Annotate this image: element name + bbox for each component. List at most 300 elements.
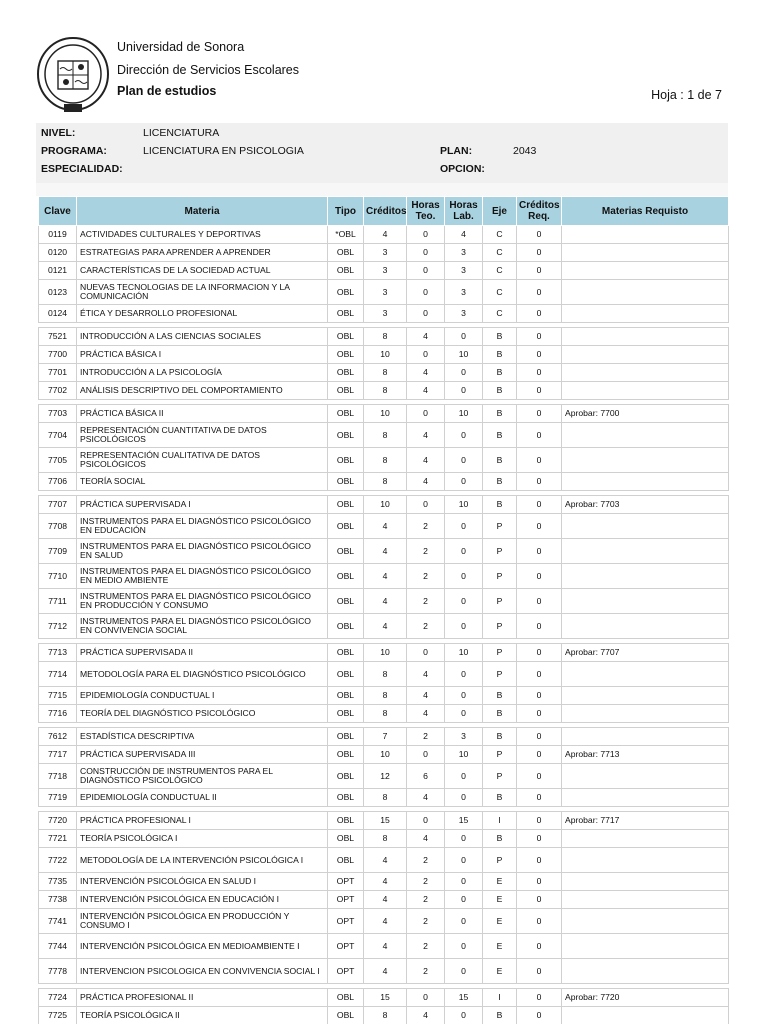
cell-tipo: OPT <box>328 909 364 934</box>
cell-materia: INSTRUMENTOS PARA EL DIAGNÓSTICO PSICOLÓGICO EN PRODUCCIÓN Y CONSUMO <box>77 589 328 614</box>
cell-horas-teo: 2 <box>407 514 445 539</box>
table-row <box>39 226 729 244</box>
table-row <box>39 496 729 514</box>
cell-materia: EPIDEMIOLOGÍA CONDUCTUAL II <box>77 789 328 807</box>
cell-eje: P <box>483 746 517 764</box>
cell-creditos-req: 0 <box>517 644 562 662</box>
cell-tipo: OBL <box>328 262 364 280</box>
cell-horas-teo: 0 <box>407 644 445 662</box>
cell-horas-lab: 3 <box>445 262 483 280</box>
cell-horas-lab: 0 <box>445 473 483 491</box>
cell-tipo: OBL <box>328 514 364 539</box>
cell-creditos-req: 0 <box>517 1007 562 1024</box>
cell-requisito <box>562 764 729 789</box>
cell-requisito <box>562 328 729 346</box>
cell-materia: METODOLOGÍA DE LA INTERVENCIÓN PSICOLÓGICA I <box>77 848 328 873</box>
cell-horas-teo: 0 <box>407 746 445 764</box>
cell-materia: PRÁCTICA SUPERVISADA II <box>77 644 328 662</box>
cell-horas-lab: 15 <box>445 812 483 830</box>
cell-tipo: OBL <box>328 539 364 564</box>
cell-requisito <box>562 789 729 807</box>
cell-tipo: OPT <box>328 934 364 959</box>
cell-eje: B <box>483 328 517 346</box>
cell-eje: P <box>483 614 517 639</box>
cell-eje: B <box>483 473 517 491</box>
cell-tipo: OBL <box>328 328 364 346</box>
cell-tipo: OBL <box>328 448 364 473</box>
opcion-label: OPCION: <box>440 163 485 175</box>
cell-requisito <box>562 473 729 491</box>
cell-materia: METODOLOGÍA PARA EL DIAGNÓSTICO PSICOLÓGICO <box>77 662 328 687</box>
cell-tipo: OBL <box>328 473 364 491</box>
table-row <box>39 448 729 473</box>
cell-horas-lab: 0 <box>445 705 483 723</box>
programa-label: PROGRAMA: <box>41 145 107 157</box>
cell-clave: 0121 <box>39 262 77 280</box>
cell-creditos: 4 <box>364 959 407 984</box>
cell-clave: 7716 <box>39 705 77 723</box>
cell-clave: 7710 <box>39 564 77 589</box>
cell-tipo: OBL <box>328 1007 364 1024</box>
cell-creditos: 8 <box>364 687 407 705</box>
cell-horas-lab: 0 <box>445 423 483 448</box>
page-indicator: Hoja : 1 de 7 <box>651 88 722 102</box>
cell-tipo: OBL <box>328 589 364 614</box>
cell-creditos: 10 <box>364 405 407 423</box>
col-header-creditos: Créditos <box>364 197 407 226</box>
page-header <box>36 36 736 116</box>
cell-materia: INSTRUMENTOS PARA EL DIAGNÓSTICO PSICOLÓGICO EN MEDIO AMBIENTE <box>77 564 328 589</box>
cell-tipo: OBL <box>328 789 364 807</box>
col-header-materia: Materia <box>77 197 328 226</box>
cell-requisito <box>562 346 729 364</box>
cell-horas-teo: 4 <box>407 789 445 807</box>
cell-clave: 7714 <box>39 662 77 687</box>
cell-clave: 7722 <box>39 848 77 873</box>
table-row <box>39 382 729 400</box>
table-row <box>39 346 729 364</box>
cell-eje: I <box>483 989 517 1007</box>
cell-tipo: OBL <box>328 382 364 400</box>
table-row <box>39 746 729 764</box>
cell-requisito <box>562 891 729 909</box>
cell-eje: B <box>483 789 517 807</box>
cell-horas-lab: 3 <box>445 728 483 746</box>
cell-requisito <box>562 848 729 873</box>
cell-materia: ÉTICA Y DESARROLLO PROFESIONAL <box>77 305 328 323</box>
cell-creditos-req: 0 <box>517 589 562 614</box>
cell-materia: PRÁCTICA SUPERVISADA III <box>77 746 328 764</box>
cell-creditos: 4 <box>364 226 407 244</box>
cell-eje: C <box>483 305 517 323</box>
university-seal-icon <box>36 36 110 116</box>
cell-materia: INTERVENCIÓN PSICOLÓGICA EN SALUD I <box>77 873 328 891</box>
cell-clave: 7700 <box>39 346 77 364</box>
cell-eje: B <box>483 364 517 382</box>
cell-horas-teo: 4 <box>407 448 445 473</box>
cell-creditos: 4 <box>364 564 407 589</box>
cell-creditos-req: 0 <box>517 423 562 448</box>
cell-horas-lab: 10 <box>445 644 483 662</box>
cell-horas-teo: 2 <box>407 564 445 589</box>
cell-clave: 0119 <box>39 226 77 244</box>
cell-creditos-req: 0 <box>517 934 562 959</box>
cell-creditos-req: 0 <box>517 687 562 705</box>
cell-creditos-req: 0 <box>517 812 562 830</box>
cell-materia: INTERVENCIÓN PSICOLÓGICA EN MEDIOAMBIENTE I <box>77 934 328 959</box>
cell-materia: TEORÍA PSICOLÓGICA I <box>77 830 328 848</box>
cell-tipo: OBL <box>328 280 364 305</box>
cell-horas-teo: 2 <box>407 589 445 614</box>
cell-clave: 7715 <box>39 687 77 705</box>
cell-requisito <box>562 934 729 959</box>
cell-creditos-req: 0 <box>517 280 562 305</box>
cell-creditos-req: 0 <box>517 539 562 564</box>
cell-horas-lab: 3 <box>445 305 483 323</box>
cell-creditos: 10 <box>364 496 407 514</box>
cell-horas-lab: 0 <box>445 848 483 873</box>
cell-tipo: OBL <box>328 662 364 687</box>
col-header-horas-lab: Horas Lab. <box>445 197 483 226</box>
cell-creditos: 4 <box>364 873 407 891</box>
cell-clave: 7711 <box>39 589 77 614</box>
cell-clave: 7706 <box>39 473 77 491</box>
nivel-label: NIVEL: <box>41 127 76 139</box>
cell-materia: PRÁCTICA PROFESIONAL II <box>77 989 328 1007</box>
cell-eje: P <box>483 514 517 539</box>
table-row <box>39 934 729 959</box>
cell-requisito <box>562 448 729 473</box>
table-row <box>39 244 729 262</box>
cell-horas-teo: 2 <box>407 728 445 746</box>
cell-requisito <box>562 280 729 305</box>
cell-creditos: 3 <box>364 262 407 280</box>
cell-horas-lab: 0 <box>445 891 483 909</box>
cell-horas-lab: 0 <box>445 382 483 400</box>
courses-table <box>38 196 729 1024</box>
cell-creditos: 3 <box>364 244 407 262</box>
table-body <box>39 226 729 1024</box>
cell-eje: P <box>483 564 517 589</box>
cell-requisito <box>562 364 729 382</box>
cell-requisito <box>562 514 729 539</box>
cell-tipo: OBL <box>328 830 364 848</box>
programa-value: LICENCIATURA EN PSICOLOGIA <box>143 145 304 157</box>
cell-creditos: 4 <box>364 589 407 614</box>
table-row <box>39 473 729 491</box>
cell-horas-lab: 0 <box>445 687 483 705</box>
table-row <box>39 564 729 589</box>
cell-horas-teo: 4 <box>407 328 445 346</box>
cell-clave: 0124 <box>39 305 77 323</box>
cell-creditos-req: 0 <box>517 496 562 514</box>
cell-horas-teo: 4 <box>407 830 445 848</box>
plan-value: 2043 <box>513 145 537 157</box>
cell-eje: P <box>483 764 517 789</box>
cell-creditos: 4 <box>364 614 407 639</box>
cell-tipo: OBL <box>328 614 364 639</box>
cell-horas-teo: 4 <box>407 662 445 687</box>
cell-requisito: Aprobar: 7717 <box>562 812 729 830</box>
cell-materia: INTRODUCCIÓN A LAS CIENCIAS SOCIALES <box>77 328 328 346</box>
cell-clave: 7521 <box>39 328 77 346</box>
cell-creditos-req: 0 <box>517 848 562 873</box>
cell-materia: NUEVAS TECNOLOGIAS DE LA INFORMACION Y LA COMUNICACIÓN <box>77 280 328 305</box>
cell-horas-teo: 0 <box>407 226 445 244</box>
cell-creditos: 4 <box>364 909 407 934</box>
cell-horas-lab: 15 <box>445 989 483 1007</box>
cell-materia: ANÁLISIS DESCRIPTIVO DEL COMPORTAMIENTO <box>77 382 328 400</box>
cell-clave: 7744 <box>39 934 77 959</box>
cell-horas-lab: 4 <box>445 226 483 244</box>
cell-eje: B <box>483 1007 517 1024</box>
table-row <box>39 644 729 662</box>
cell-clave: 7704 <box>39 423 77 448</box>
cell-horas-lab: 0 <box>445 662 483 687</box>
cell-creditos-req: 0 <box>517 789 562 807</box>
cell-requisito: Aprobar: 7720 <box>562 989 729 1007</box>
cell-creditos-req: 0 <box>517 764 562 789</box>
cell-creditos: 15 <box>364 989 407 1007</box>
cell-requisito: Aprobar: 7703 <box>562 496 729 514</box>
col-header-eje: Eje <box>483 197 517 226</box>
cell-materia: ESTADÍSTICA DESCRIPTIVA <box>77 728 328 746</box>
cell-horas-teo: 0 <box>407 496 445 514</box>
cell-materia: EPIDEMIOLOGÍA CONDUCTUAL I <box>77 687 328 705</box>
cell-creditos-req: 0 <box>517 514 562 539</box>
cell-creditos-req: 0 <box>517 705 562 723</box>
cell-horas-lab: 0 <box>445 448 483 473</box>
cell-horas-teo: 2 <box>407 873 445 891</box>
cell-creditos: 8 <box>364 448 407 473</box>
col-header-materias-requisito: Materias Requisto <box>562 197 729 226</box>
cell-materia: INTERVENCION PSICOLOGICA EN CONVIVENCIA SOCIAL I <box>77 959 328 984</box>
cell-creditos: 8 <box>364 382 407 400</box>
table-row <box>39 873 729 891</box>
plan-label: PLAN: <box>440 145 473 157</box>
table-row <box>39 764 729 789</box>
cell-eje: P <box>483 662 517 687</box>
cell-creditos: 8 <box>364 473 407 491</box>
cell-creditos-req: 0 <box>517 830 562 848</box>
cell-creditos: 8 <box>364 364 407 382</box>
cell-tipo: OBL <box>328 812 364 830</box>
cell-eje: E <box>483 891 517 909</box>
cell-creditos-req: 0 <box>517 226 562 244</box>
cell-requisito <box>562 564 729 589</box>
cell-eje: P <box>483 589 517 614</box>
cell-tipo: OBL <box>328 496 364 514</box>
cell-creditos-req: 0 <box>517 662 562 687</box>
cell-requisito <box>562 539 729 564</box>
cell-materia: INSTRUMENTOS PARA EL DIAGNÓSTICO PSICOLÓGICO EN SALUD <box>77 539 328 564</box>
cell-requisito <box>562 687 729 705</box>
table-row <box>39 514 729 539</box>
table-row <box>39 423 729 448</box>
cell-materia: INTERVENCIÓN PSICOLÓGICA EN PRODUCCIÓN Y CONSUMO I <box>77 909 328 934</box>
cell-tipo: OPT <box>328 873 364 891</box>
cell-horas-teo: 0 <box>407 405 445 423</box>
table-row <box>39 959 729 984</box>
cell-horas-lab: 3 <box>445 244 483 262</box>
cell-horas-lab: 0 <box>445 614 483 639</box>
table-row <box>39 989 729 1007</box>
cell-requisito <box>562 262 729 280</box>
cell-creditos-req: 0 <box>517 959 562 984</box>
cell-requisito <box>562 873 729 891</box>
cell-creditos-req: 0 <box>517 262 562 280</box>
table-row <box>39 848 729 873</box>
cell-eje: B <box>483 830 517 848</box>
cell-eje: P <box>483 848 517 873</box>
cell-clave: 7701 <box>39 364 77 382</box>
table-row <box>39 262 729 280</box>
cell-creditos-req: 0 <box>517 728 562 746</box>
cell-horas-teo: 0 <box>407 280 445 305</box>
cell-eje: E <box>483 909 517 934</box>
cell-tipo: OPT <box>328 891 364 909</box>
cell-tipo: OBL <box>328 848 364 873</box>
cell-creditos-req: 0 <box>517 614 562 639</box>
cell-horas-teo: 2 <box>407 934 445 959</box>
cell-creditos-req: 0 <box>517 305 562 323</box>
cell-eje: C <box>483 244 517 262</box>
cell-creditos-req: 0 <box>517 405 562 423</box>
cell-eje: B <box>483 405 517 423</box>
cell-creditos: 8 <box>364 662 407 687</box>
cell-clave: 7738 <box>39 891 77 909</box>
cell-eje: C <box>483 226 517 244</box>
cell-horas-lab: 0 <box>445 934 483 959</box>
cell-horas-teo: 0 <box>407 262 445 280</box>
cell-horas-teo: 4 <box>407 423 445 448</box>
cell-clave: 0120 <box>39 244 77 262</box>
cell-horas-teo: 2 <box>407 848 445 873</box>
cell-creditos-req: 0 <box>517 473 562 491</box>
col-header-clave: Clave <box>39 197 77 226</box>
cell-clave: 7713 <box>39 644 77 662</box>
cell-creditos-req: 0 <box>517 564 562 589</box>
cell-requisito <box>562 1007 729 1024</box>
cell-horas-lab: 0 <box>445 539 483 564</box>
cell-requisito <box>562 705 729 723</box>
cell-creditos: 4 <box>364 934 407 959</box>
cell-materia: INSTRUMENTOS PARA EL DIAGNÓSTICO PSICOLÓGICO EN CONVIVENCIA SOCIAL <box>77 614 328 639</box>
cell-clave: 7721 <box>39 830 77 848</box>
cell-eje: C <box>483 280 517 305</box>
cell-eje: B <box>483 496 517 514</box>
cell-eje: B <box>483 448 517 473</box>
table-row <box>39 830 729 848</box>
table-row <box>39 789 729 807</box>
cell-horas-teo: 4 <box>407 1007 445 1024</box>
cell-horas-teo: 0 <box>407 346 445 364</box>
cell-horas-teo: 6 <box>407 764 445 789</box>
cell-horas-teo: 4 <box>407 705 445 723</box>
cell-horas-lab: 10 <box>445 746 483 764</box>
cell-creditos: 10 <box>364 746 407 764</box>
table-row <box>39 405 729 423</box>
table-row <box>39 589 729 614</box>
cell-horas-lab: 0 <box>445 589 483 614</box>
cell-clave: 7725 <box>39 1007 77 1024</box>
table-row <box>39 364 729 382</box>
cell-eje: B <box>483 705 517 723</box>
cell-creditos: 4 <box>364 539 407 564</box>
cell-creditos: 10 <box>364 346 407 364</box>
cell-horas-teo: 4 <box>407 364 445 382</box>
cell-horas-lab: 0 <box>445 364 483 382</box>
cell-clave: 7707 <box>39 496 77 514</box>
cell-tipo: OBL <box>328 687 364 705</box>
cell-tipo: OBL <box>328 989 364 1007</box>
cell-requisito <box>562 589 729 614</box>
cell-clave: 7778 <box>39 959 77 984</box>
table-row <box>39 280 729 305</box>
cell-horas-lab: 0 <box>445 564 483 589</box>
department-name: Dirección de Servicios Escolares <box>117 63 300 77</box>
cell-tipo: OBL <box>328 423 364 448</box>
cell-tipo: *OBL <box>328 226 364 244</box>
cell-tipo: OBL <box>328 705 364 723</box>
cell-eje: I <box>483 812 517 830</box>
cell-tipo: OBL <box>328 346 364 364</box>
cell-creditos: 10 <box>364 644 407 662</box>
cell-requisito <box>562 662 729 687</box>
cell-eje: C <box>483 262 517 280</box>
cell-requisito <box>562 830 729 848</box>
cell-creditos: 7 <box>364 728 407 746</box>
cell-eje: P <box>483 644 517 662</box>
cell-creditos: 8 <box>364 789 407 807</box>
table-row <box>39 891 729 909</box>
cell-clave: 7720 <box>39 812 77 830</box>
col-header-horas-teo: Horas Teo. <box>407 197 445 226</box>
cell-eje: B <box>483 728 517 746</box>
cell-requisito: Aprobar: 7713 <box>562 746 729 764</box>
cell-clave: 0123 <box>39 280 77 305</box>
cell-creditos-req: 0 <box>517 244 562 262</box>
spacer <box>36 183 728 196</box>
cell-tipo: OPT <box>328 959 364 984</box>
cell-requisito <box>562 423 729 448</box>
cell-materia: INSTRUMENTOS PARA EL DIAGNÓSTICO PSICOLÓGICO EN EDUCACIÓN <box>77 514 328 539</box>
table-row <box>39 328 729 346</box>
cell-tipo: OBL <box>328 728 364 746</box>
cell-horas-teo: 0 <box>407 305 445 323</box>
nivel-value: LICENCIATURA <box>143 127 220 139</box>
cell-tipo: OBL <box>328 764 364 789</box>
cell-materia: PRÁCTICA BÁSICA II <box>77 405 328 423</box>
cell-materia: ACTIVIDADES CULTURALES Y DEPORTIVAS <box>77 226 328 244</box>
table-row <box>39 812 729 830</box>
cell-eje: B <box>483 382 517 400</box>
cell-requisito <box>562 244 729 262</box>
cell-horas-teo: 2 <box>407 891 445 909</box>
cell-horas-teo: 4 <box>407 382 445 400</box>
cell-requisito: Aprobar: 7700 <box>562 405 729 423</box>
cell-creditos: 12 <box>364 764 407 789</box>
cell-horas-teo: 2 <box>407 539 445 564</box>
cell-horas-teo: 2 <box>407 909 445 934</box>
especialidad-label: ESPECIALIDAD: <box>41 163 123 175</box>
cell-materia: REPRESENTACIÓN CUALITATIVA DE DATOS PSICOLÓGICOS <box>77 448 328 473</box>
cell-horas-teo: 4 <box>407 687 445 705</box>
cell-eje: B <box>483 346 517 364</box>
cell-horas-lab: 0 <box>445 830 483 848</box>
cell-horas-lab: 0 <box>445 328 483 346</box>
cell-requisito <box>562 305 729 323</box>
